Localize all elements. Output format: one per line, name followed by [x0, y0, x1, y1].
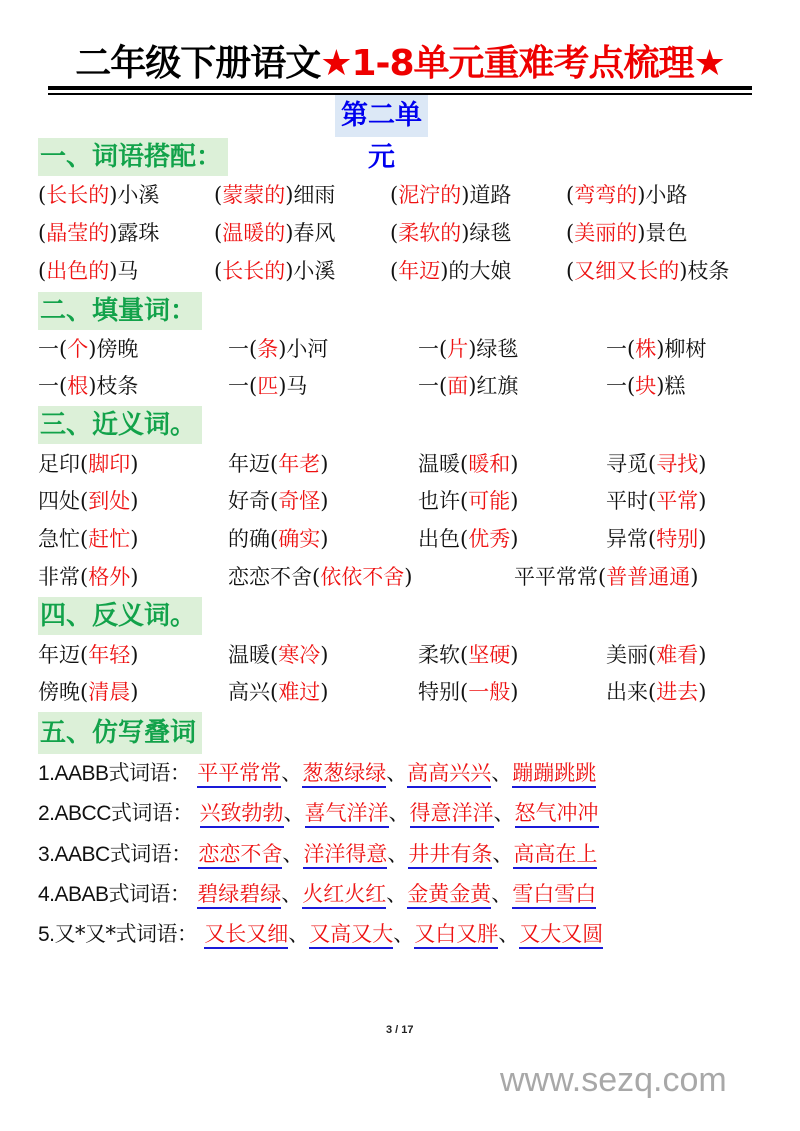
answer: 喜气洋洋: [305, 801, 389, 828]
synonym-item: 非常(格外): [38, 565, 139, 589]
section-heading-measure-words: 二、填量词：: [38, 292, 202, 330]
pattern-label: 1.AABB式词语：: [38, 761, 191, 785]
answer: 得意洋洋: [410, 801, 494, 828]
pattern-label: 2.ABCC式词语：: [38, 801, 193, 825]
antonym-row: [38, 675, 778, 709]
answer: 井井有条: [408, 842, 492, 869]
collocation-row: [38, 178, 778, 212]
collocation-item: (美丽的)景色: [566, 221, 688, 245]
reduplication-row: 4.ABAB式词语： 碧绿碧绿、火红火红、金黄金黄、雪白雪白: [38, 876, 596, 912]
collocation-item: (蒙蒙的)细雨: [214, 183, 336, 207]
measure-item: 一(片)绿毯: [418, 337, 519, 361]
synonym-item: 平时(平常): [606, 489, 707, 513]
title-highlight: ★1-8单元重难考点梳理★: [320, 43, 725, 84]
answer: 高高在上: [513, 842, 597, 869]
answer: 恋恋不舍: [198, 842, 282, 869]
reduplication-row: 2.ABCC式词语： 兴致勃勃、喜气洋洋、得意洋洋、怒气冲冲: [38, 795, 599, 831]
synonym-item: 出色(优秀): [418, 527, 519, 551]
section-heading-collocation: 一、词语搭配：: [38, 138, 228, 176]
synonym-item: 寻觅(寻找): [606, 452, 707, 476]
measure-item: 一(块)糕: [606, 374, 686, 398]
measure-item: 一(株)柳树: [606, 337, 707, 361]
title-underline-thick: [48, 86, 752, 90]
measure-item: 一(面)红旗: [418, 374, 519, 398]
collocation-item: (温暖的)春风: [214, 221, 336, 245]
synonym-item: 的确(确实): [228, 527, 329, 551]
synonym-item: 急忙(赶忙): [38, 527, 139, 551]
synonym-item: 也许(可能): [418, 489, 519, 513]
answer: 火红火红: [302, 882, 386, 909]
antonym-row: [38, 638, 778, 672]
answer: 蹦蹦跳跳: [512, 761, 596, 788]
unit-heading: 第二单元: [335, 95, 428, 137]
answer: 雪白雪白: [512, 882, 596, 909]
collocation-item: (出色的)马: [38, 259, 139, 283]
measure-item: 一(条)小河: [228, 337, 329, 361]
answer: 又白又胖: [414, 922, 498, 949]
collocation-row: [38, 216, 778, 250]
page-indicator: 3 / 17: [386, 1024, 414, 1036]
section-heading-synonyms: 三、近义词。: [38, 406, 202, 444]
answer: 又高又大: [309, 922, 393, 949]
antonym-item: 高兴(难过): [228, 680, 329, 704]
antonym-item: 出来(进去): [606, 680, 707, 704]
synonym-item: 年迈(年老): [228, 452, 329, 476]
synonym-row: [38, 560, 778, 594]
pattern-label: 5.又*又*式词语：: [38, 922, 198, 946]
answer: 洋洋得意: [303, 842, 387, 869]
answer: 又大又圆: [519, 922, 603, 949]
document-title: [48, 42, 752, 86]
measure-row: [38, 332, 778, 366]
synonym-item: 恋恋不舍(依依不舍): [228, 565, 413, 589]
antonym-item: 温暖(寒冷): [228, 643, 329, 667]
synonym-item: 异常(特别): [606, 527, 707, 551]
antonym-item: 柔软(坚硬): [418, 643, 519, 667]
answer: 高高兴兴: [407, 761, 491, 788]
collocation-row: [38, 254, 778, 288]
collocation-item: (柔软的)绿毯: [390, 221, 512, 245]
synonym-item: 四处(到处): [38, 489, 139, 513]
antonym-item: 特别(一般): [418, 680, 519, 704]
pattern-label: 3.AABC式词语：: [38, 842, 192, 866]
synonym-item: 足印(脚印): [38, 452, 139, 476]
antonym-item: 傍晚(清晨): [38, 680, 139, 704]
antonym-item: 美丽(难看): [606, 643, 707, 667]
antonym-item: 年迈(年轻): [38, 643, 139, 667]
answer: 怒气冲冲: [515, 801, 599, 828]
synonym-item: 温暖(暖和): [418, 452, 519, 476]
reduplication-row: 3.AABC式词语： 恋恋不舍、洋洋得意、井井有条、高高在上: [38, 836, 597, 872]
synonym-row: [38, 522, 778, 556]
collocation-item: (又细又长的)枝条: [566, 259, 730, 283]
collocation-item: (长长的)小溪: [38, 183, 160, 207]
answer: 兴致勃勃: [200, 801, 284, 828]
collocation-item: (长长的)小溪: [214, 259, 336, 283]
answer: 又长又细: [204, 922, 288, 949]
synonym-item: 平平常常(普普通通): [514, 565, 699, 589]
watermark: www.sezq.com: [500, 1061, 727, 1099]
answer: 平平常常: [197, 761, 281, 788]
section-heading-reduplication: 五、仿写叠词: [38, 712, 202, 754]
synonym-row: [38, 484, 778, 518]
collocation-item: (年迈)的大娘: [390, 259, 512, 283]
measure-row: [38, 369, 778, 403]
pattern-label: 4.ABAB式词语：: [38, 882, 191, 906]
reduplication-row: 5.又*又*式词语： 又长又细、又高又大、又白又胖、又大又圆: [38, 916, 603, 952]
reduplication-row: 1.AABB式词语： 平平常常、葱葱绿绿、高高兴兴、蹦蹦跳跳: [38, 755, 596, 791]
synonym-item: 好奇(奇怪): [228, 489, 329, 513]
collocation-item: (晶莹的)露珠: [38, 221, 160, 245]
measure-item: 一(根)枝条: [38, 374, 139, 398]
answer: 葱葱绿绿: [302, 761, 386, 788]
synonym-row: [38, 447, 778, 481]
answer: 碧绿碧绿: [197, 882, 281, 909]
measure-item: 一(个)傍晚: [38, 337, 139, 361]
collocation-item: (泥泞的)道路: [390, 183, 512, 207]
measure-item: 一(匹)马: [228, 374, 308, 398]
answer: 金黄金黄: [407, 882, 491, 909]
title-main: 二年级下册语文: [75, 43, 321, 84]
collocation-item: (弯弯的)小路: [566, 183, 688, 207]
section-heading-antonyms: 四、反义词。: [38, 597, 202, 635]
